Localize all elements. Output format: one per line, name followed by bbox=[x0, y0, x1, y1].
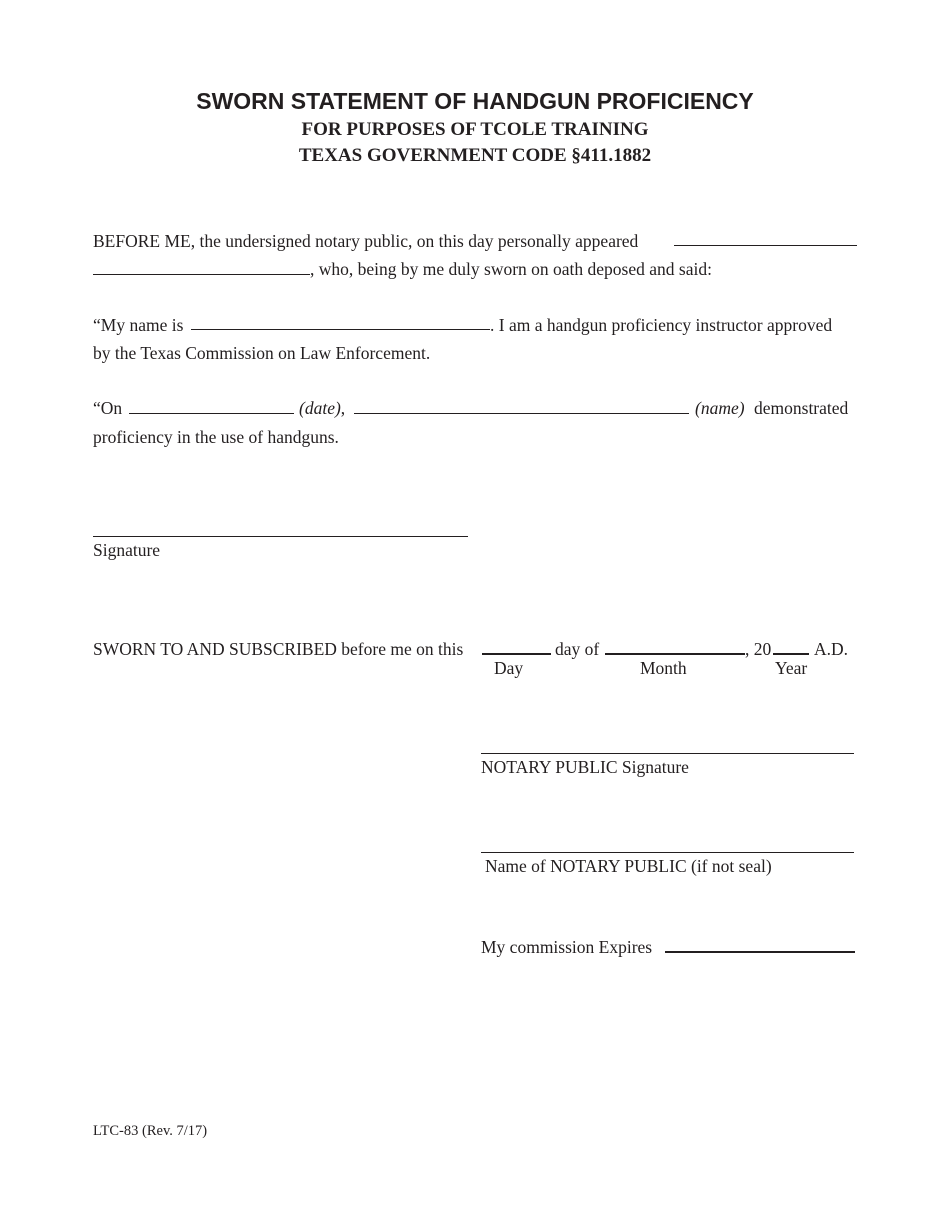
day-label: Day bbox=[494, 658, 524, 678]
my-name-prefix: “My name is bbox=[93, 315, 184, 335]
month-label: Month bbox=[640, 658, 687, 678]
date-field[interactable] bbox=[129, 396, 294, 414]
page-subtitle: FOR PURPOSES OF TCOLE TRAINING bbox=[301, 119, 649, 140]
signature-line bbox=[93, 536, 468, 537]
date-comma: , bbox=[340, 398, 346, 418]
year-label: Year bbox=[775, 658, 808, 678]
notary-name-line bbox=[481, 852, 854, 853]
day-field[interactable] bbox=[482, 636, 551, 654]
proficiency-text: proficiency in the use of handguns. bbox=[93, 427, 339, 447]
month-field[interactable] bbox=[605, 636, 745, 654]
commission-expires-label: My commission Expires bbox=[481, 937, 653, 957]
page-title: SWORN STATEMENT OF HANDGUN PROFICIENCY bbox=[196, 88, 754, 114]
year-prefix-text: , 20 bbox=[745, 639, 772, 659]
instructor-approved-text: . I am a handgun proficiency instructor approved bbox=[490, 315, 833, 335]
instructor-name-field[interactable] bbox=[191, 312, 490, 330]
day-of-text: day of bbox=[555, 639, 600, 659]
notary-name-label: Name of NOTARY PUBLIC (if not seal) bbox=[485, 856, 772, 876]
signature-label: Signature bbox=[93, 540, 161, 560]
appeared-name-field[interactable] bbox=[674, 228, 857, 246]
date-label-group bbox=[299, 398, 345, 418]
notary-name-field[interactable] bbox=[481, 830, 854, 852]
signature-field[interactable] bbox=[93, 512, 468, 536]
demonstrated-text: demonstrated bbox=[754, 398, 849, 418]
form-id: LTC-83 (Rev. 7/17) bbox=[93, 1123, 208, 1139]
year-field[interactable] bbox=[773, 636, 809, 654]
student-name-field[interactable] bbox=[354, 396, 689, 414]
appeared-name-field-continued[interactable] bbox=[93, 257, 310, 275]
name-label: (name) bbox=[695, 398, 745, 418]
notary-signature-field[interactable] bbox=[481, 729, 854, 753]
tcole-text: by the Texas Commission on Law Enforcement. bbox=[93, 343, 431, 363]
sworn-subscribed-text: SWORN TO AND SUBSCRIBED before me on this bbox=[93, 639, 464, 659]
appearance-statement: BEFORE ME, the undersigned notary public, on this day personally appeared bbox=[93, 231, 639, 251]
commission-expires-field[interactable] bbox=[665, 934, 855, 952]
ad-text: A.D. bbox=[814, 639, 849, 659]
page-subtitle-code: TEXAS GOVERNMENT CODE §411.1882 bbox=[298, 145, 652, 166]
notary-signature-label: NOTARY PUBLIC Signature bbox=[481, 757, 689, 777]
sworn-oath-text: , who, being by me duly sworn on oath deposed and said: bbox=[310, 259, 712, 279]
notary-signature-line bbox=[481, 753, 854, 754]
on-prefix: “On bbox=[93, 398, 123, 418]
date-label: (date) bbox=[299, 398, 341, 418]
